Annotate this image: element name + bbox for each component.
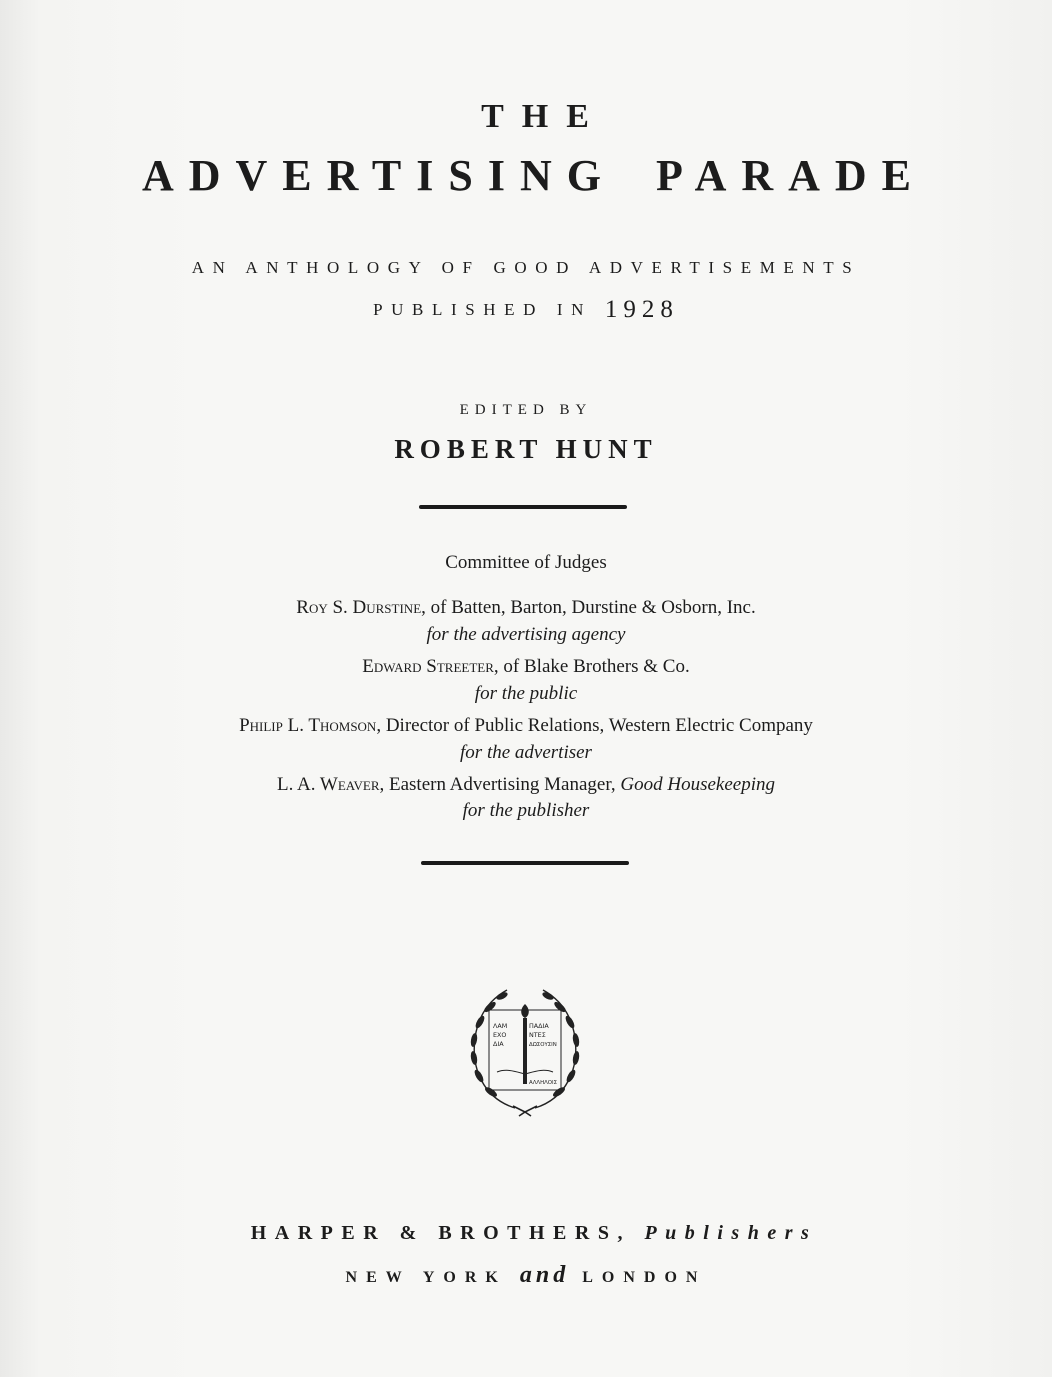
judge-role: for the advertising agency: [426, 624, 626, 645]
seal-text-bottom: ΑΛΛΗΛΟΙΣ: [529, 1080, 558, 1086]
judge-affiliation: , Eastern Advertising Manager,: [379, 774, 621, 795]
judge-name: Philip L. Thomson: [239, 715, 377, 736]
title-the: THE: [481, 98, 607, 135]
city-new-york: NEW YORK: [345, 1269, 507, 1286]
editor-name: ROBERT HUNT: [394, 434, 658, 464]
divider-rule-bottom: [421, 861, 629, 865]
subtitle-published-prefix: PUBLISHED IN: [373, 300, 593, 319]
judge-entry-durstine: [0, 597, 1052, 619]
judge-affiliation: , of Batten, Barton, Durstine & Osborn, Inc.: [421, 597, 756, 618]
publisher-line: [0, 1222, 1052, 1245]
publisher-title: Publishers: [644, 1222, 818, 1244]
publisher-cities: [0, 1262, 1052, 1289]
seal-text-left-1: ΛΑΜ: [493, 1022, 508, 1030]
judge-role: for the advertiser: [460, 742, 592, 763]
publisher-seal-icon: [463, 980, 587, 1120]
judge-entry-thomson: [0, 715, 1052, 737]
seal-text-right-3: ΔΩΣΟΥΣΙΝ: [529, 1042, 557, 1048]
judge-entry-weaver: [0, 774, 1052, 796]
seal-text-right-2: ΝΤΕΣ: [529, 1031, 546, 1039]
edited-by-label: EDITED BY: [459, 402, 593, 418]
publisher-name: HARPER & BROTHERS,: [250, 1222, 631, 1244]
judge-name: Roy S. Durstine: [296, 597, 422, 618]
judge-affiliation: , of Blake Brothers & Co.: [493, 656, 690, 677]
judge-affiliation-publication: Good Housekeeping: [620, 774, 776, 795]
judge-name: Edward Streeter: [362, 656, 494, 677]
judge-affiliation: , Director of Public Relations, Western Electric Company: [376, 715, 813, 736]
judge-role: for the public: [474, 683, 578, 704]
seal-text-right-1: ΠΑΔΙΑ: [529, 1022, 549, 1030]
publication-year: 1928: [604, 296, 679, 323]
seal-text-left-3: ΔΙΑ: [493, 1040, 504, 1048]
book-title: [0, 150, 1052, 201]
judge-name: L. A. Weaver: [276, 774, 380, 795]
title-word-advertising: ADVERTISING: [141, 151, 616, 200]
subtitle-published: [0, 296, 1052, 324]
subtitle-anthology: AN ANTHOLOGY OF GOOD ADVERTISEMENTS: [191, 258, 861, 277]
city-london: LONDON: [582, 1269, 707, 1286]
committee-heading: Committee of Judges: [445, 552, 607, 573]
city-conjunction: and: [519, 1262, 570, 1288]
divider-rule-top: [419, 505, 627, 509]
judge-role: for the publisher: [462, 800, 590, 821]
title-word-parade: PARADE: [655, 151, 927, 200]
seal-text-left-2: ΕΧΟ: [493, 1031, 507, 1039]
judge-entry-streeter: [0, 656, 1052, 678]
